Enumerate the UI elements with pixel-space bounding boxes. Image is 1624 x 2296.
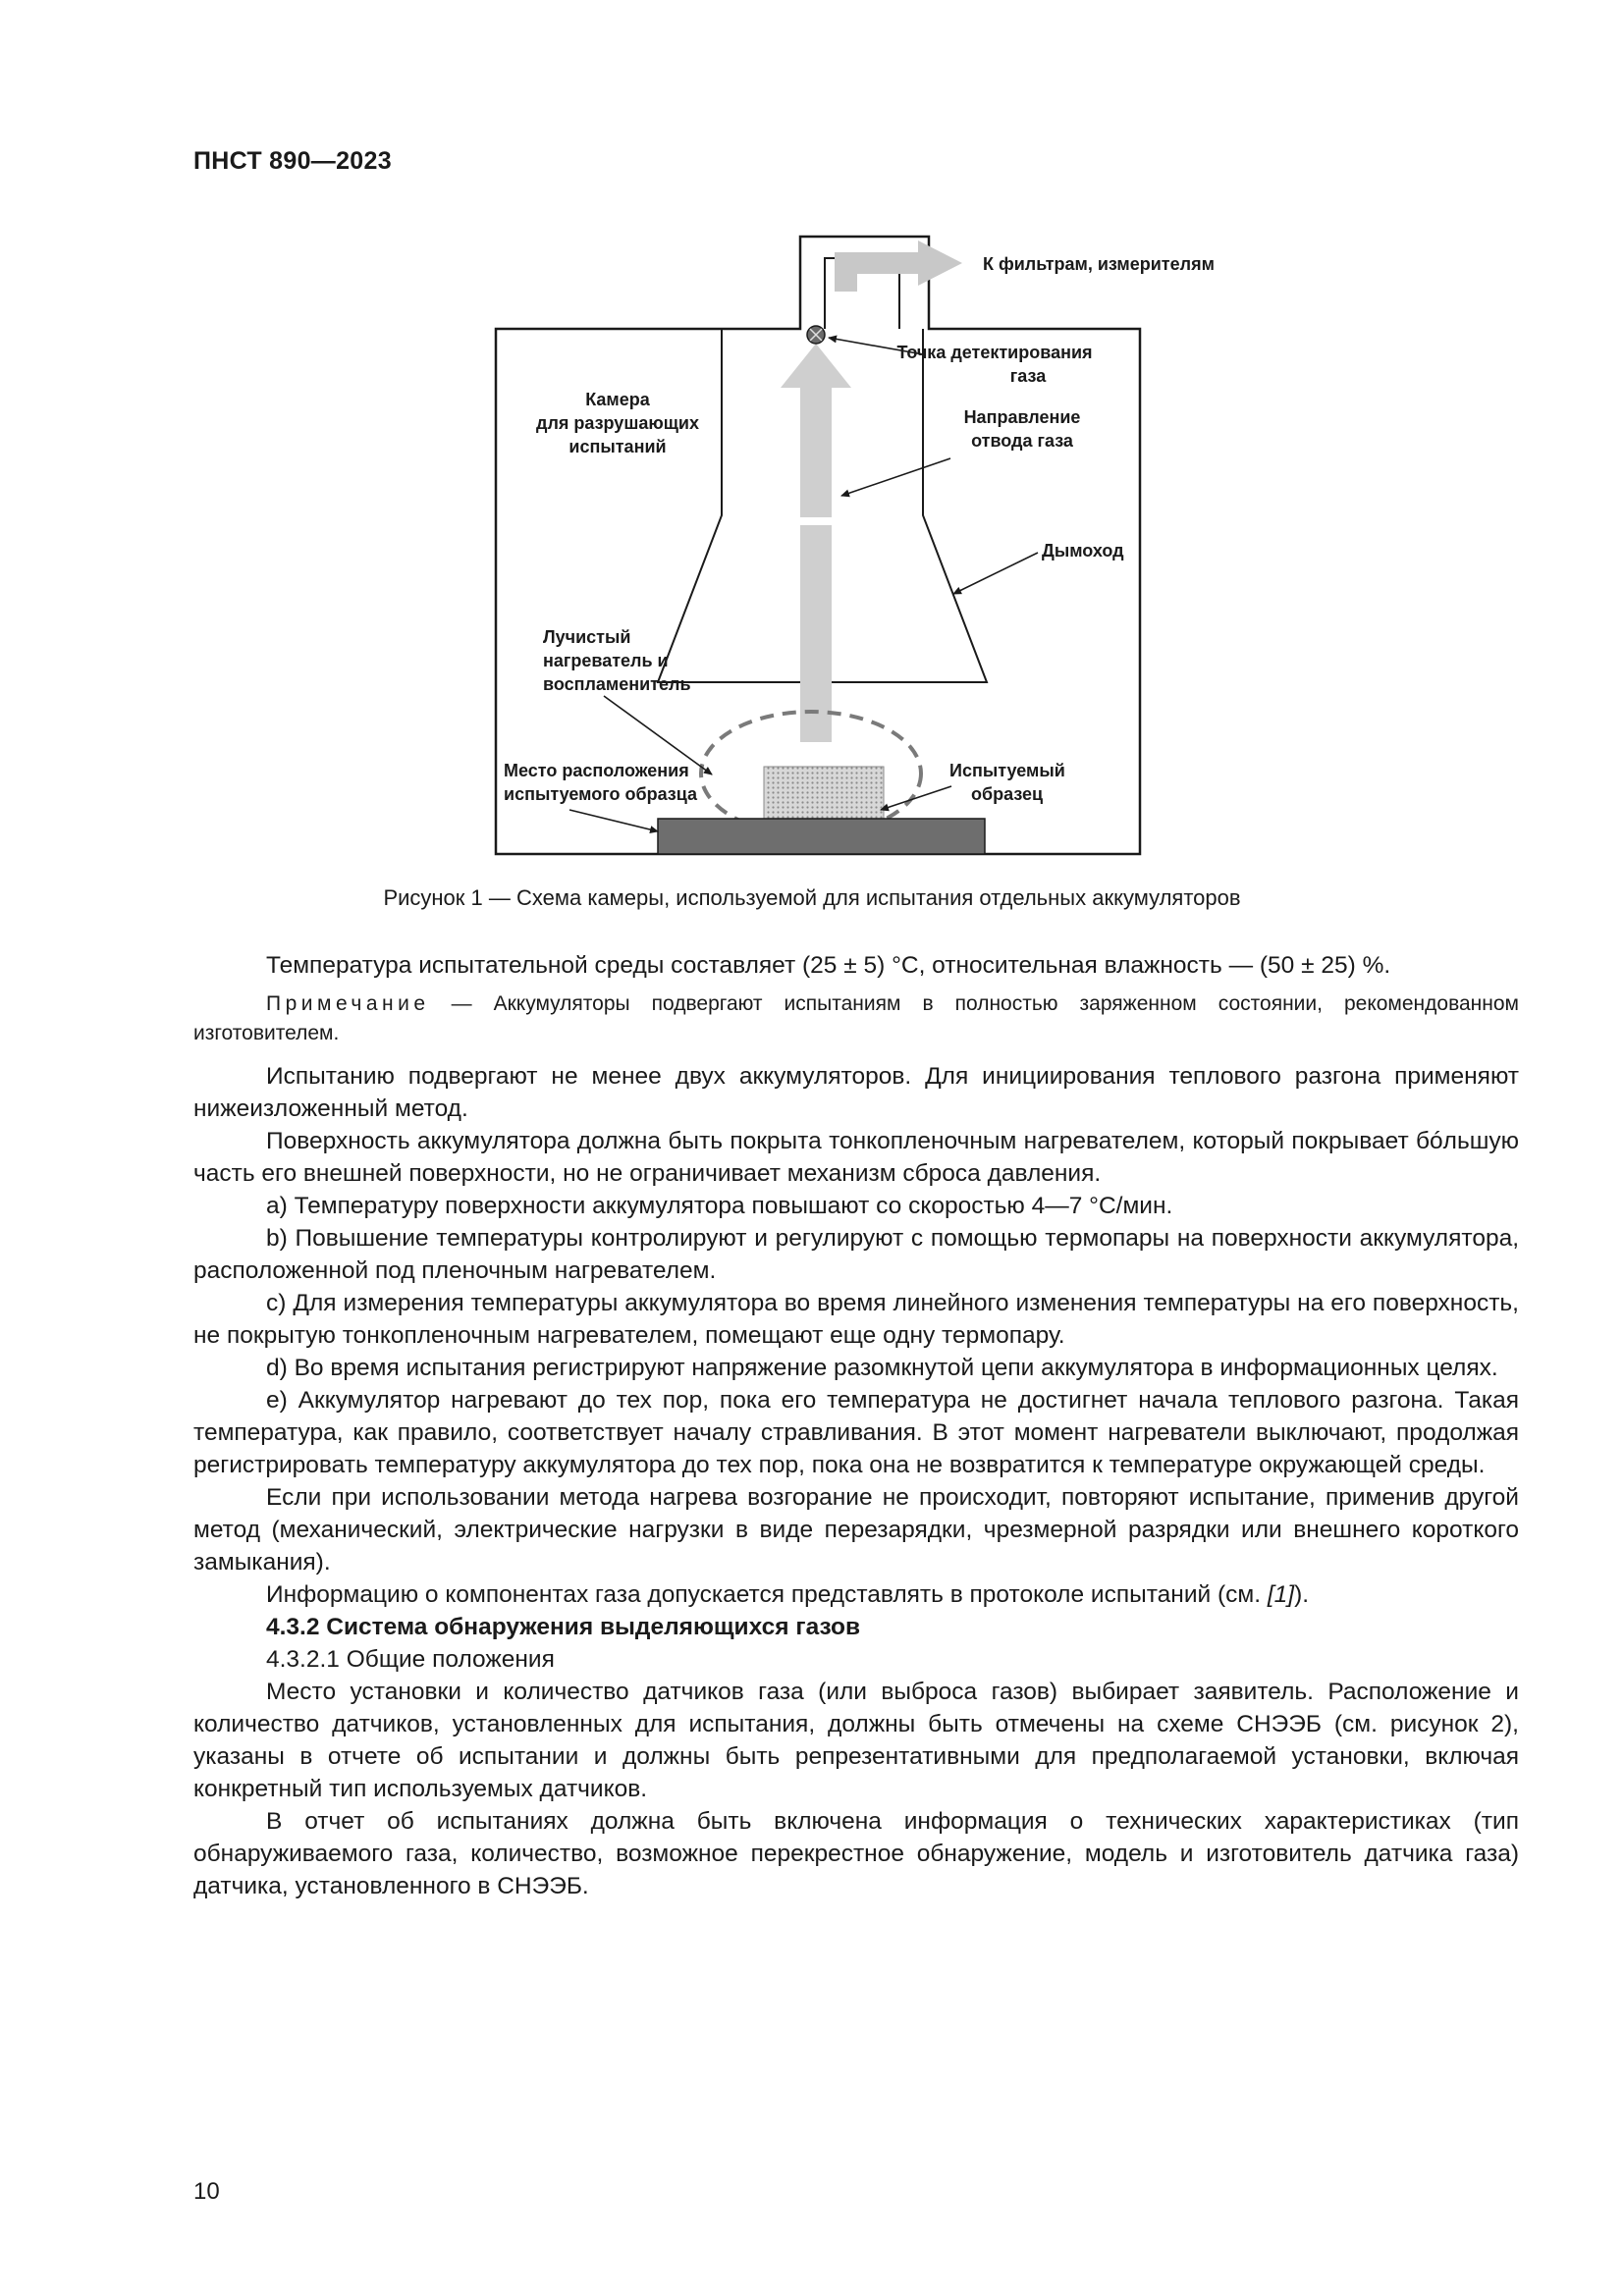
body-text (193, 949, 1519, 1902)
label-location-2: испытуемого образца (504, 784, 698, 804)
label-location: Место расположения (504, 761, 689, 780)
reference-link[interactable]: [1] (1267, 1581, 1295, 1608)
paragraph: Если при использовании метода нагрева возгорание не происходит, повторяют испытание, применив другой метод (механический, электрические нагрузки в виде перезарядки, чрезмерной разрядки или внешнего короткого замыкания). (193, 1484, 1519, 1575)
note (193, 989, 1519, 1048)
document-id: ПНСТ 890—2023 (193, 147, 392, 175)
section-heading: 4.3.2 Система обнаружения выделяющихся газов (266, 1614, 861, 1640)
leader-sample (881, 786, 951, 810)
page-number: 10 (193, 2178, 220, 2205)
leader-chimney (953, 553, 1038, 594)
paragraph-text: Информацию о компонентах газа допускается представлять в протоколе испытаний (см. (266, 1581, 1268, 1608)
label-detection-point-2: газа (1009, 366, 1047, 386)
label-heater: Лучистый (543, 627, 631, 647)
paragraph-end: ). (1294, 1581, 1310, 1608)
figure-caption: Рисунок 1 — Схема камеры, используемой для испытания отдельных аккумуляторов (383, 885, 1241, 910)
gas-sensor-icon (807, 326, 825, 344)
list-item-c: c) Для измерения температуры аккумулятора во время линейного изменения температуры на его поверхность, не покрытую тонкопленочным нагревателем, помещают еще одну термопару. (193, 1290, 1519, 1349)
paragraph: Испытанию подвергают не менее двух аккумуляторов. Для инициирования теплового разгона применяют нижеизложенный метод. (193, 1063, 1519, 1122)
sample-platform (658, 819, 985, 854)
label-chamber: Камера (585, 390, 650, 409)
paragraph: В отчет об испытаниях должна быть включена информация о технических характеристиках (тип обнаруживаемого газа, количество, возможное перекрестное обнаружение, модель и изготовитель датчика газа) датчика, установленного в СНЭЭБ. (193, 1808, 1519, 1899)
test-sample (764, 767, 884, 819)
subsection-heading: 4.3.2.1 Общие положения (266, 1646, 555, 1673)
paragraph: Место установки и количество датчиков газа (или выброса газов) выбирает заявитель. Расположение и количество датчиков, установленных для испытания, должны быть отмечены на схеме СНЭЭБ (см. рисунок 2), указаны в отчете об испытании и должны быть репрезентативными для предполагаемой установки, включая конкретный тип используемых датчиков. (193, 1679, 1519, 1802)
label-to-filters: К фильтрам, измерителям (983, 254, 1215, 274)
label-sample: Испытуемый (949, 761, 1065, 780)
note-label: Примечание (266, 992, 430, 1015)
label-direction: Направление (963, 407, 1081, 427)
list-item-b: b) Повышение температуры контролируют и регулируют с помощью термопары на поверхности аккумулятора, расположенной под пленочным нагревателем. (193, 1225, 1519, 1284)
arrow-gap (790, 517, 841, 525)
label-chamber-3: испытаний (568, 437, 667, 456)
label-chimney: Дымоход (1042, 541, 1124, 561)
leader-direction (841, 458, 950, 496)
label-heater-2: нагреватель и (543, 651, 669, 670)
list-item-a: a) Температуру поверхности аккумулятора повышают со скоростью 4—7 °С/мин. (266, 1193, 1173, 1219)
label-heater-3: воспламенитель (543, 674, 691, 694)
label-sample-2: образец (971, 784, 1044, 804)
note-text: — Аккумуляторы подвергают испытаниям в полностью заряженном состоянии, рекомендованном изготовителем. (193, 992, 1519, 1044)
label-detection-point: Точка детектирования (896, 343, 1093, 362)
paragraph-with-reference (193, 1578, 1519, 1611)
paragraph: Температура испытательной среды составляет (25 ± 5) °С, относительная влажность — (50 ± 25) %. (266, 952, 1391, 979)
paragraph: Поверхность аккумулятора должна быть покрыта тонкопленочным нагревателем, который покрывает бóльшую часть его внешней поверхности, но не ограничивает механизм сброса давления. (193, 1128, 1519, 1187)
list-item-e: e) Аккумулятор нагревают до тех пор, пока его температура не достигнет начала теплового разгона. Такая температура, как правило, соответствует началу стравливания. В этот момент нагреватели выключают, продолжая регистрировать температуру аккумулятора до тех пор, пока она не возвратится к температуре окружающей среды. (193, 1387, 1519, 1478)
label-direction-2: отвода газа (971, 431, 1073, 451)
list-item-d: d) Во время испытания регистрируют напряжение разомкнутой цепи аккумулятора в информационных целях. (266, 1355, 1498, 1381)
label-chamber-2: для разрушающих (536, 413, 699, 433)
leader-location (569, 810, 658, 831)
figure-chamber-diagram (496, 231, 1215, 855)
